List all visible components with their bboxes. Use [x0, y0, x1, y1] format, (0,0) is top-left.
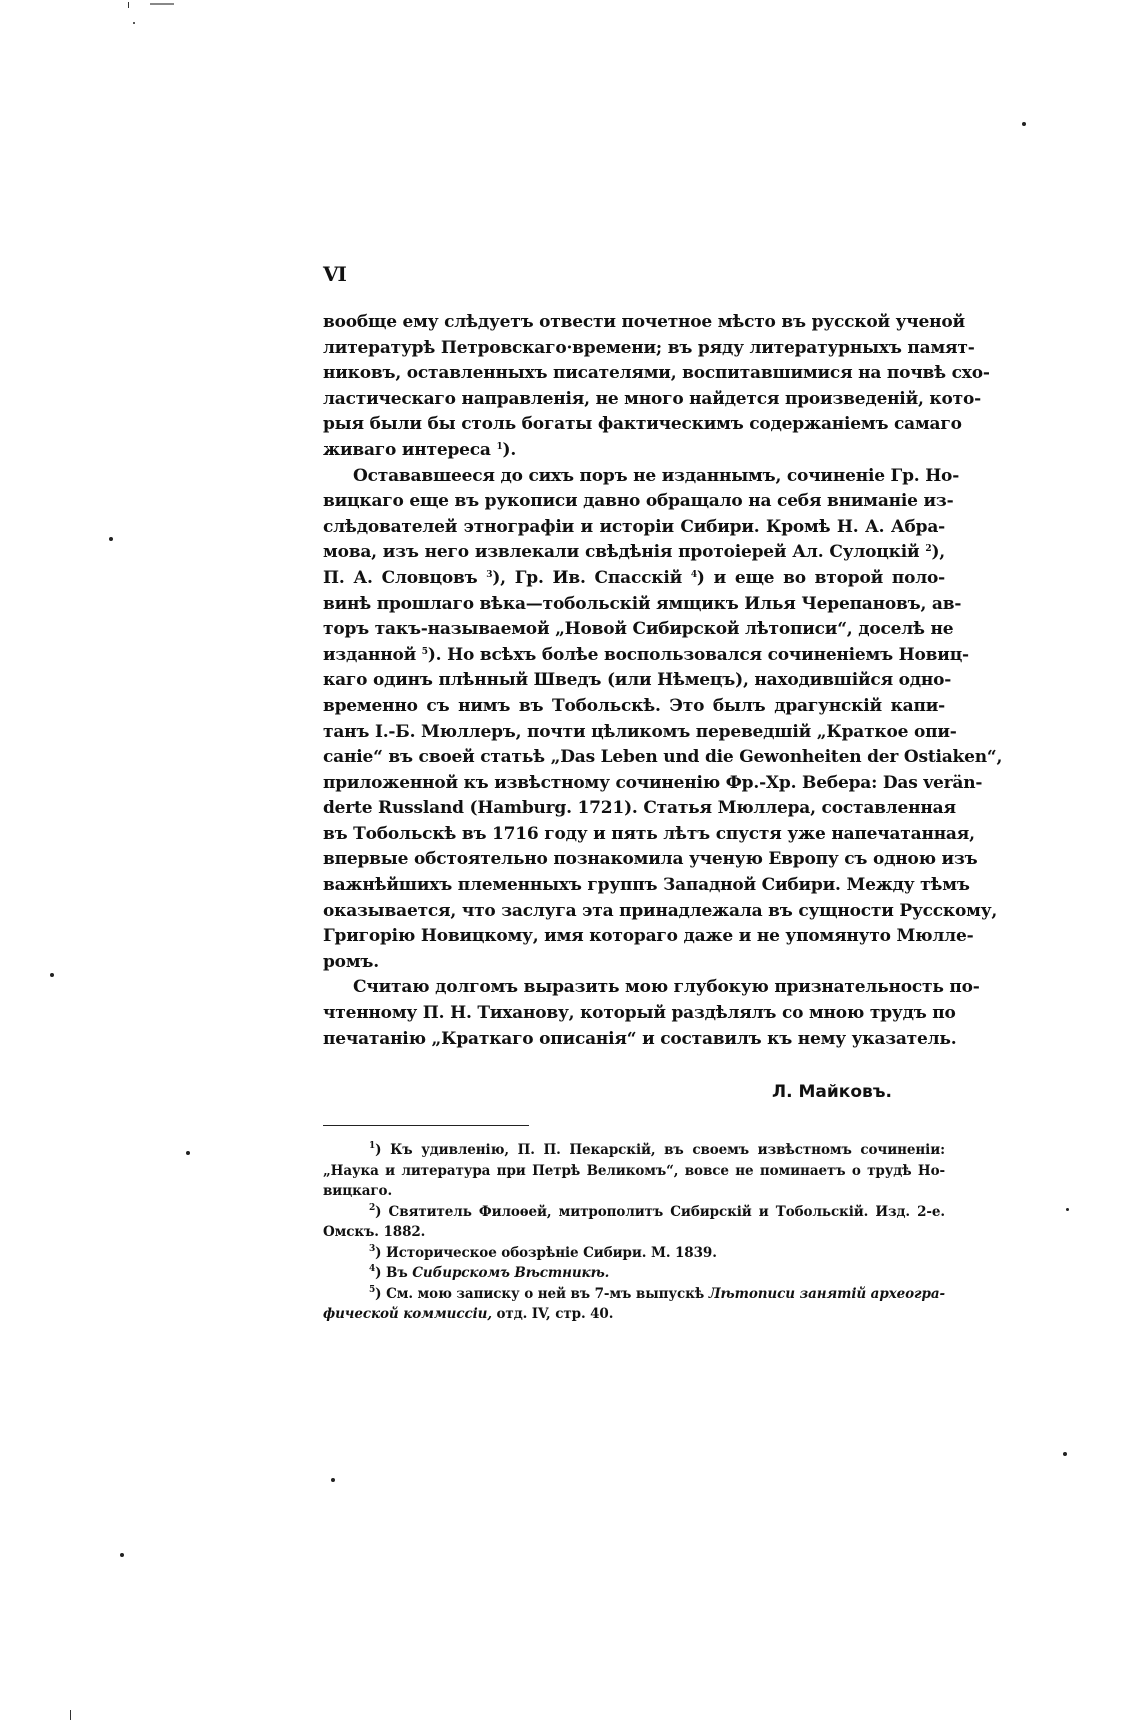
text-line: ромъ. — [323, 951, 379, 972]
scan-artifact — [331, 1478, 335, 1482]
text-segment: отд. IV, стр. 40. — [491, 1306, 614, 1322]
footnote-line: „Наука и литература при Петрѣ Великомъ“, вовсе не поминаетъ о трудѣ Но- — [323, 1162, 945, 1179]
text-segment: живаго интереса — [323, 439, 491, 460]
text-line: приложенной къ извѣстному сочиненію Фр.-Хр. Вебера: Das verän- — [323, 772, 983, 793]
text-segment: Лѣтописи занятій археогра- — [708, 1285, 945, 1302]
author-signature: Л. Майковъ. — [771, 1082, 892, 1102]
scan-artifact — [1066, 1208, 1069, 1211]
scan-artifact — [186, 1151, 190, 1155]
text-line: въ Тобольскѣ въ 1716 году и пять лѣтъ спустя уже напечатанная, — [323, 823, 975, 844]
scan-artifact — [50, 973, 54, 977]
scan-artifact — [1063, 1452, 1067, 1456]
text-line: вицкаго еще въ рукописи давно обращало на себя вниманіе из- — [323, 491, 954, 512]
text-segment: ). — [502, 439, 517, 460]
text-line: Григорію Новицкому, имя котораго даже и не упомянуто Мюлле- — [323, 926, 974, 947]
text-line: чтенному П. Н. Тиханову, который раздѣлялъ со мною трудъ по — [323, 1003, 956, 1024]
text-line: танъ І.-Б. Мюллеръ, почти цѣликомъ переведшій „Краткое опи- — [323, 721, 957, 742]
text-line: винѣ прошлаго вѣка—тобольскій ямщикъ Илья Черепановъ, ав- — [323, 593, 962, 614]
text-segment: ) Святитель Филоѳей, митрополитъ Сибирскій и Тобольскій. Изд. 2-е. — [375, 1203, 945, 1220]
text-segment: П. А. Словцовъ — [323, 567, 478, 588]
text-line: слѣдователей этнографіи и исторіи Сибири. Кромѣ Н. А. Абра- — [323, 516, 945, 537]
text-line: Считаю долгомъ выразить мою глубокую признательность по- — [353, 977, 980, 998]
text-segment: ) Въ — [375, 1265, 413, 1281]
footnote-ref: 1 — [496, 441, 503, 452]
text-line: литературѣ Петровскаго·времени; въ ряду литературныхъ памят- — [323, 337, 975, 358]
footnote-ref: 2 — [925, 544, 932, 555]
text-segment: изданной — [323, 644, 417, 665]
main-text — [323, 310, 1003, 1052]
footnote-mark: 1 — [369, 1141, 376, 1151]
footnote-mark: 4 — [369, 1264, 376, 1274]
scan-artifact — [1022, 122, 1026, 126]
text-line: впервые обстоятельно познакомила ученую Европу съ одною изъ — [323, 849, 978, 870]
text-segment: ). Но всѣхъ болѣе воспользовался сочиненіемъ Новиц- — [427, 644, 969, 665]
text-segment: мова, изъ него извлекали свѣдѣнія протоіерей Ал. Сулоцкій — [323, 542, 920, 563]
footnote-line — [323, 1263, 945, 1284]
scan-artifact — [150, 3, 174, 5]
text-line — [323, 540, 945, 566]
text-line: derte Russland (Hamburg. 1721). Статья Мюллера, составленная — [323, 798, 956, 819]
text-segment: ) и еще во второй поло- — [696, 567, 946, 588]
scan-artifact — [70, 1710, 71, 1720]
text-line: Остававшееся до сихъ поръ не изданнымъ, сочиненіе Гр. Но- — [353, 465, 960, 486]
footnote-line: Омскъ. 1882. — [323, 1224, 426, 1240]
footnote-line — [323, 1304, 945, 1325]
footnote-divider — [323, 1125, 529, 1126]
scan-artifact — [133, 22, 135, 24]
text-line — [323, 643, 969, 669]
text-line — [323, 438, 945, 464]
text-line: вообще ему слѣдуетъ отвести почетное мѣсто въ русской ученой — [323, 312, 965, 332]
footnote-ref: 4 — [690, 569, 697, 580]
scan-artifact — [128, 2, 129, 8]
text-line: печатанію „Краткаго описанія“ и составилъ къ нему указатель. — [323, 1028, 957, 1049]
footnote-line — [323, 1140, 945, 1161]
text-line: временно съ нимъ въ Тобольскѣ. Это былъ драгунскій капи- — [323, 695, 945, 716]
scan-artifact — [120, 1553, 124, 1557]
text-line — [323, 566, 945, 592]
footnote-line — [323, 1243, 945, 1264]
text-line: ластическаго направленія, не много найдется произведеній, кото- — [323, 388, 981, 409]
text-segment: Сибирскомъ Вѣстникѣ. — [412, 1265, 610, 1281]
text-segment: ), Гр. Ив. Спасскій — [492, 567, 682, 588]
footnote-line — [323, 1202, 945, 1223]
text-segment: ) См. мою записку о ней въ 7-мъ выпускѣ — [375, 1285, 709, 1302]
text-line: важнѣйшихъ племенныхъ группъ Западной Сибири. Между тѣмъ — [323, 875, 970, 896]
footnote-mark: 3 — [369, 1243, 376, 1254]
text-segment: ) Къ удивленію, П. П. Пекарскій, въ своемъ извѣстномъ сочиненіи: — [375, 1142, 945, 1158]
text-line: торъ такъ-называемой „Новой Сибирской лѣтописи“, доселѣ не — [323, 619, 954, 640]
footnote-line — [323, 1284, 945, 1305]
footnote-ref: 3 — [486, 569, 493, 580]
footnote-ref: 5 — [421, 646, 428, 657]
text-line: каго одинъ плѣнный Шведъ (или Нѣмецъ), находившійся одно- — [323, 670, 952, 691]
text-line: никовъ, оставленныхъ писателями, воспитавшимися на почвѣ схо- — [323, 363, 990, 384]
scan-artifact — [109, 537, 113, 541]
text-line: рыя были бы столь богаты фактическимъ содержаніемъ самаго — [323, 414, 962, 435]
footnote-mark: 5 — [369, 1284, 376, 1295]
footnotes — [323, 1140, 945, 1325]
page-number: VI — [323, 262, 346, 286]
text-segment: ), — [931, 542, 946, 563]
text-line: оказывается, что заслуга эта принадлежала въ сущности Русскому, — [323, 900, 998, 921]
text-segment: ) Историческое обозрѣніе Сибири. М. 1839. — [375, 1244, 717, 1261]
text-segment: фической коммиссіи, — [323, 1306, 492, 1322]
footnote-line: вицкаго. — [323, 1183, 393, 1199]
footnote-mark: 2 — [369, 1202, 376, 1213]
text-line: саніе“ въ своей статьѣ „Das Leben und die Gewonheiten der Ostiaken“, — [323, 747, 1003, 768]
